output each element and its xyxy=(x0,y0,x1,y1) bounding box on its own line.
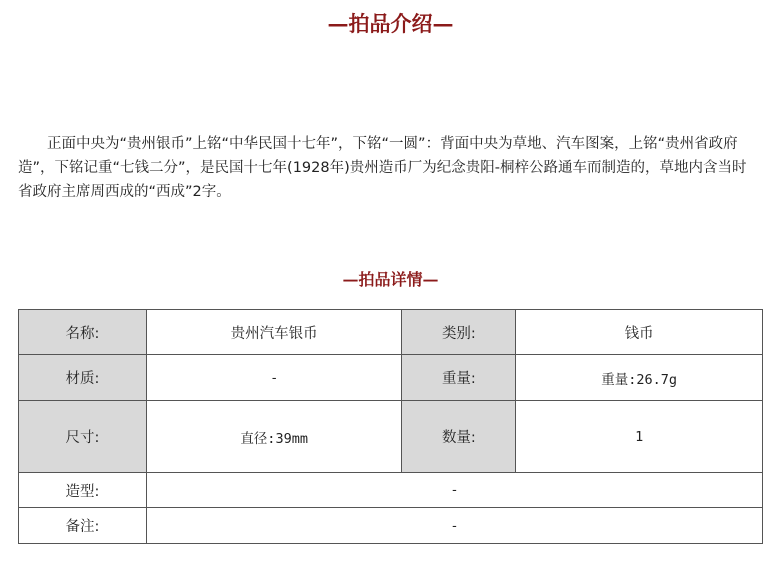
material-label: 材质: xyxy=(19,355,147,401)
name-value: 贵州汽车银币 xyxy=(146,310,402,355)
weight-label: 重量: xyxy=(402,355,516,401)
size-label: 尺寸: xyxy=(19,401,147,473)
size-value: 直径:39mm xyxy=(146,401,402,473)
category-label: 类别: xyxy=(402,310,516,355)
details-heading: —拍品详情— xyxy=(342,270,439,289)
remark-label: 备注: xyxy=(19,508,147,544)
table-row xyxy=(19,508,763,544)
table-row xyxy=(19,310,763,355)
details-table xyxy=(18,309,763,544)
intro-paragraph: 正面中央为“贵州银币”上铭“中华民国十七年”，下铭“一圆”：背面中央为草地、汽车图案，上铭“贵州省政府造”，下铭记重“七钱二分”，是民国十七年(1928年)贵州造币厂为纪念贵阳-桐梓公路通车而制造的，草地内含当时省政府主席周西成的“西成”2字。 xyxy=(18,135,747,200)
name-label: 名称: xyxy=(19,310,147,355)
shape-label: 造型: xyxy=(19,473,147,508)
category-value: 钱币 xyxy=(516,310,763,355)
table-row xyxy=(19,401,763,473)
material-value: - xyxy=(146,355,402,401)
weight-value: 重量:26.7g xyxy=(516,355,763,401)
intro-heading: —拍品介绍— xyxy=(327,11,454,36)
remark-value: - xyxy=(146,508,762,544)
quantity-value: 1 xyxy=(516,401,763,473)
quantity-label: 数量: xyxy=(402,401,516,473)
table-row xyxy=(19,355,763,401)
shape-value: - xyxy=(146,473,762,508)
table-row xyxy=(19,473,763,508)
